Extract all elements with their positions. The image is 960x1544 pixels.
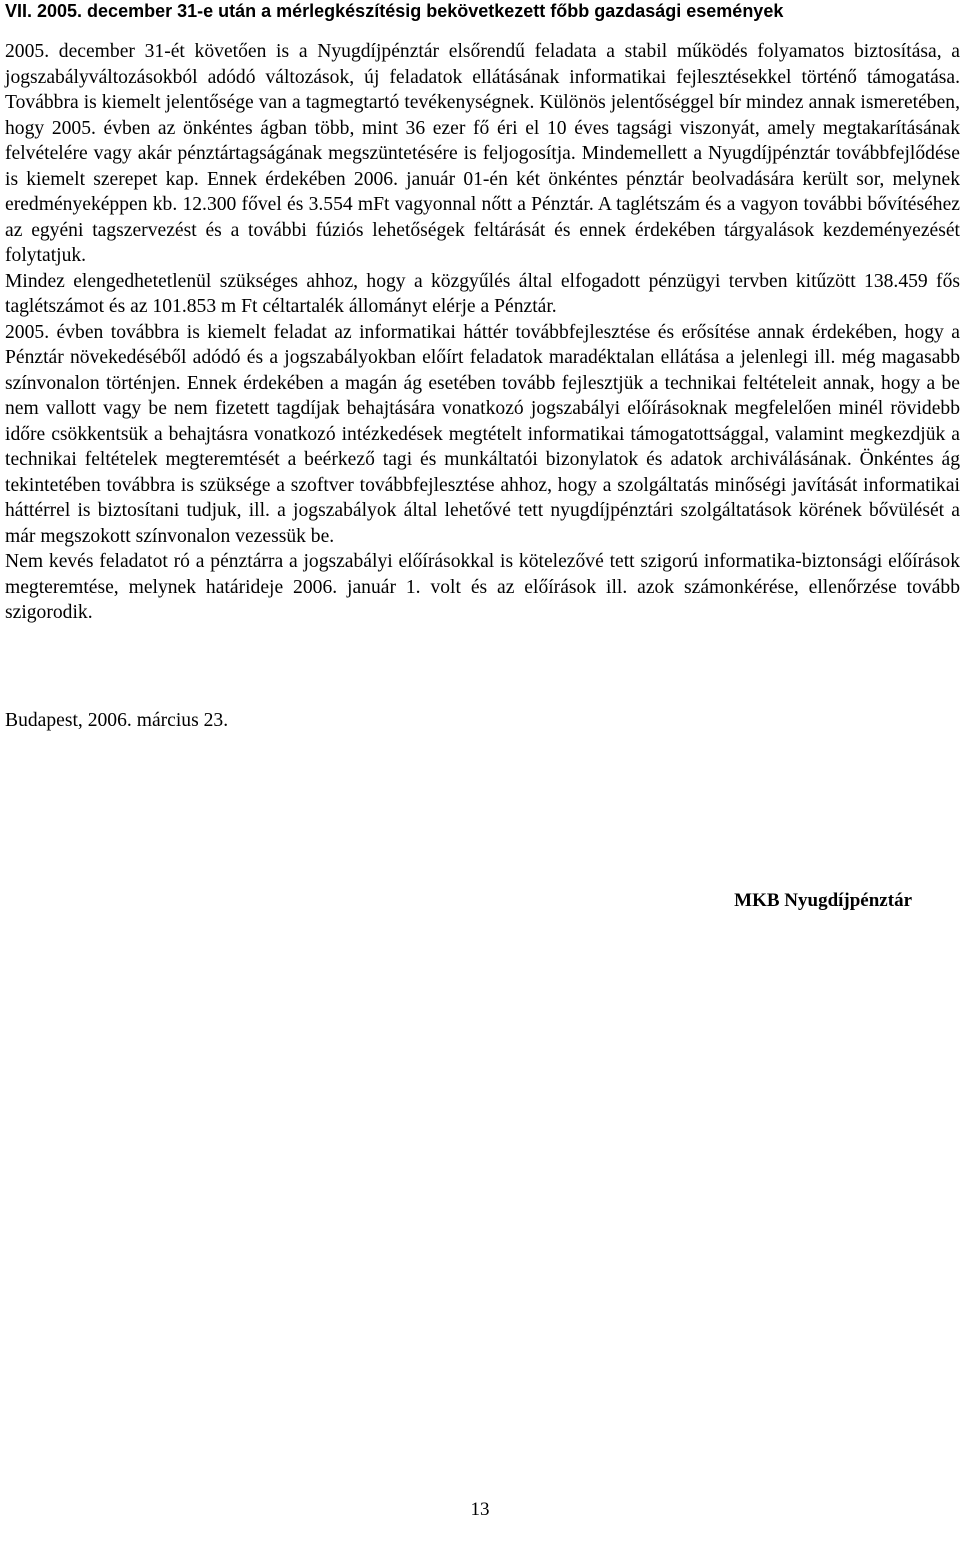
paragraph: 2005. évben továbbra is kiemelt feladat az informatikai háttér továbbfejlesztése és erősítése annak érdekében, hogy a Pénztár növekedéséből adódó és a jogszabályokban előírt feladatok maradéktalan ellátása a jelenlegi ill. még magasabb színvonalon történjen. Ennek érdekében a magán ág esetében tovább fejlesztjük a technikai feltételeit annak, hogy a be nem vallott vagy be nem fizetett tagdíjak behajtására vonatkozó jogszabályi előírásoknak megfelelően minél rövidebb időre csökkentsük a behajtásra vonatkozó intézkedések megtételt informatikai támogatottsággal, valamint megkezdjük a technikai feltételek megteremtését a beérkező tagi és munkáltatói bizonylatok és adatok archiválásának. Önkéntes ág tekintetében továbbra is szüksége a szoftver továbbfejlesztése ahhoz, hogy a szolgáltatás minőségi javítását informatikai háttérrel is biztosítani tudjuk, ill. a jogszabályok által lehetővé tett nyugdíjpénztári szolgáltatások körének bővülését a már megszokott színvonalon vezessük be. — [5, 321, 960, 547]
paragraph: Mindez elengedhetetlenül szükséges ahhoz, hogy a közgyűlés által elfogadott pénzügyi tervben kitűzött 138.459 fős taglétszámot és az 101.853 m Ft céltartalék állományt elérje a Pénztár. — [5, 270, 960, 317]
paragraph: 2005. december 31-ét követően is a Nyugdíjpénztár elsőrendű feladata a stabil működés folyamatos biztosítása, a jogszabályváltozásokból adódó változások, új feladatok ellátásának informatikai fejlesztésekkel történő támogatása. Továbbra is kiemelt jelentősége van a tagmegtartó tevékenységnek. Különös jelentőséggel bír mindez annak ismeretében, hogy 2005. évben az önkéntes ágban több, mint 36 ezer fő éri el 10 éves tagsági viszonyát, amely megtakarításának felvételére vagy akár pénztártagságának megszüntetésére is feljogosítja. Mindemellett a Nyugdíjpénztár továbbfejlődése is kiemelt szerepet kap. Ennek érdekében 2006. január 01-én két önkéntes pénztár beolvadására került sor, melynek eredményeképpen kb. 12.300 fővel és 3.554 mFt vagyonnal nőtt a Pénztár. A taglétszám és a vagyon további bővítéséhez az egyéni tagszervezést és a további fúziós lehetőségek feltárását és ennek érdekében tárgyalások kezdeményezését folytatjuk. — [5, 41, 960, 266]
section-heading: VII. 2005. december 31-e után a mérlegkészítésig bekövetkezett főbb gazdasági események — [5, 1, 784, 21]
dateline: Budapest, 2006. március 23. — [5, 710, 229, 731]
page-number: 13 — [470, 1499, 490, 1520]
paragraph: Nem kevés feladatot ró a pénztárra a jogszabályi előírásokkal is kötelezővé tett szigorú informatika-biztonsági előírások megteremtése, melynek határideje 2006. január 1. volt és az előírások ill. azok számonkérése, ellenőrzése tovább szigorodik. — [5, 551, 960, 623]
document-page — [5, 0, 960, 1544]
signature: MKB Nyugdíjpénztár — [734, 890, 912, 911]
body-text — [5, 39, 960, 626]
